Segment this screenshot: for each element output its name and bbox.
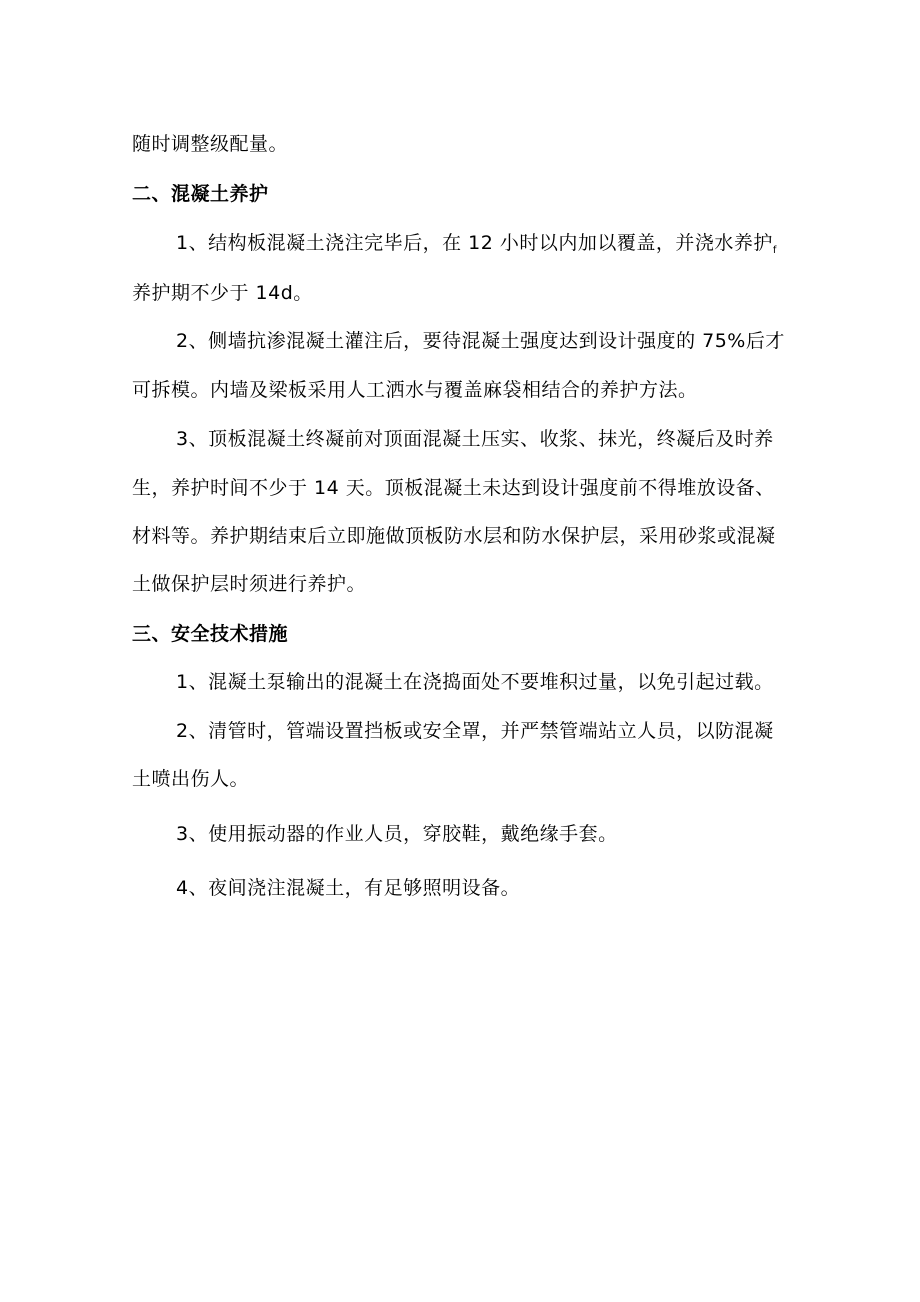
section-heading-curing: 二、混凝土养护: [132, 183, 269, 205]
curing-item-1-line-2: 养护期不少于 14d。: [132, 282, 313, 304]
curing-item-3-line-4: 土做保护层时须进行养护。: [132, 573, 367, 595]
curing-item-3-line-3: 材料等。养护期结束后立即施做顶板防水层和防水保护层，采用砂浆或混凝: [132, 525, 776, 547]
subscript-mark: f: [772, 245, 777, 256]
intro-text-line: 随时调整级配量。: [132, 133, 289, 155]
curing-item-3-line-2: 生，养护时间不少于 14 天。顶板混凝土未达到设计强度前不得堆放设备、: [132, 477, 775, 499]
curing-item-2-line-2: 可拆模。内墙及梁板采用人工洒水与覆盖麻袋相结合的养护方法。: [132, 379, 698, 401]
curing-item-1-line-1: [176, 231, 777, 263]
safety-item-4-line-1: 4、夜间浇注混凝土，有足够照明设备。: [176, 877, 521, 899]
safety-item-1-line-1: 1、混凝土泵输出的混凝土在浇捣面处不要堆积过量，以免引起过载。: [176, 671, 774, 693]
curing-item-1-text: 1、结构板混凝土浇注完毕后，在 12 小时以内加以覆盖，并浇水养护: [176, 232, 773, 254]
section-heading-safety: 三、安全技术措施: [132, 623, 289, 645]
safety-item-2-line-1: 2、清管时，管端设置挡板或安全罩，并严禁管端站立人员，以防混凝: [176, 720, 774, 742]
safety-item-3-line-1: 3、使用振动器的作业人员，穿胶鞋，戴绝缘手套。: [176, 823, 618, 845]
curing-item-3-line-1: 3、顶板混凝土终凝前对顶面混凝土压实、收浆、抹光，终凝后及时养: [176, 428, 774, 450]
curing-item-2-line-1: 2、侧墙抗渗混凝土灌注后，要待混凝土强度达到设计强度的 75%后才: [176, 330, 785, 352]
safety-item-2-line-2: 土喷出伤人。: [132, 768, 250, 790]
